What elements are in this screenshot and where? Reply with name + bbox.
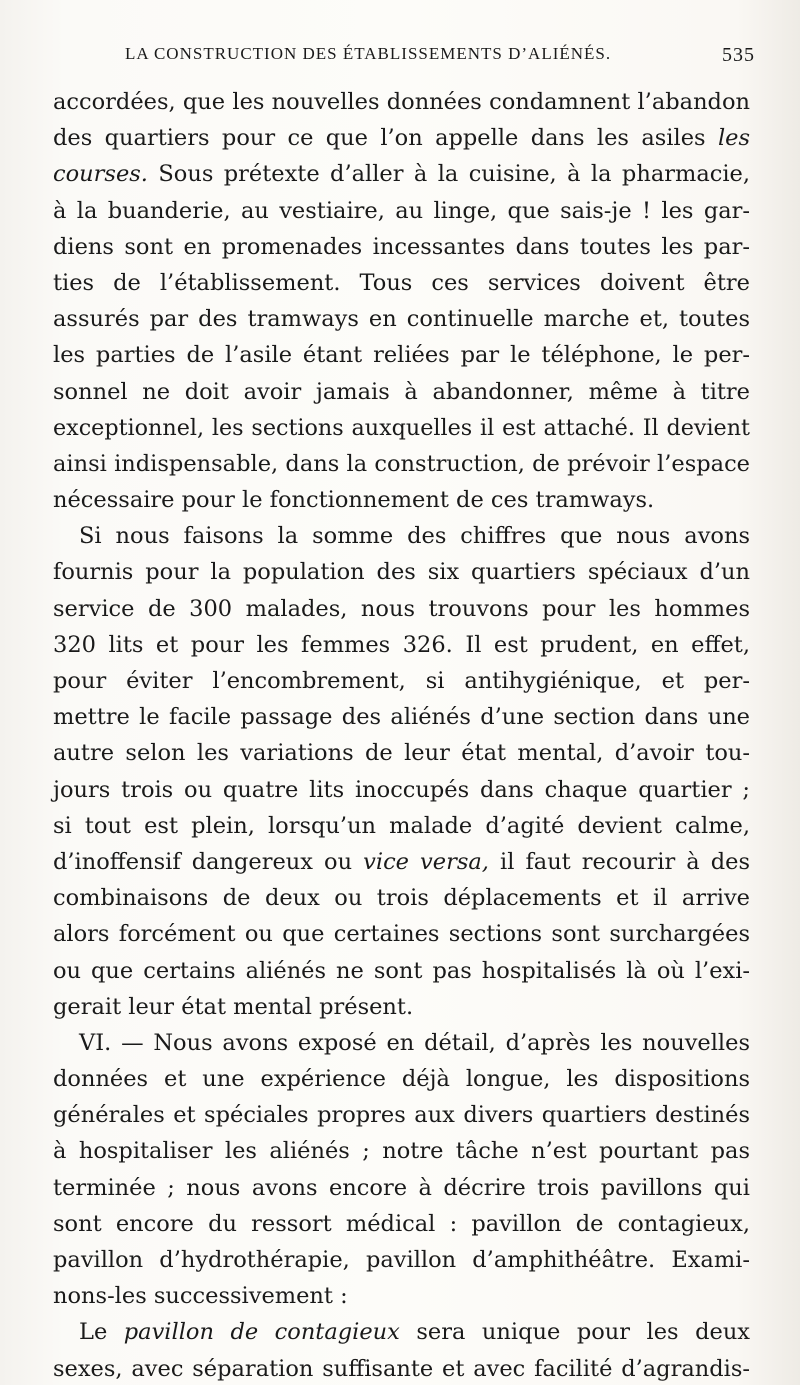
- text-line: autre selon les variations de leur état mental, d’avoir tou-: [53, 740, 750, 767]
- paragraph: [53, 1314, 750, 1386]
- text-line: ainsi indispensable, dans la construction, de prévoir l’espace: [53, 450, 750, 477]
- text-line: pour éviter l’encombrement, si antihygiénique, et per-: [53, 668, 750, 694]
- text-line: à hospitaliser les aliénés ; notre tâche n’est pourtant pas: [53, 1138, 750, 1165]
- body-text: [53, 84, 750, 1387]
- text-line: nons-les successivement :: [53, 1283, 348, 1310]
- text-line: des quartiers pour ce que l’on appelle dans les asiles les: [53, 125, 750, 152]
- text-line: Le pavillon de contagieux sera unique pour les deux: [79, 1319, 750, 1346]
- text-line: sont encore du ressort médical : pavillon de contagieux,: [53, 1210, 750, 1237]
- text-line: assurés par des tramways en continuelle marche et, toutes: [53, 306, 750, 333]
- italic-term: pavillon de contagieux: [123, 1319, 400, 1346]
- text-line: ou que certains aliénés ne sont pas hospitalisés là où l’exi-: [53, 957, 750, 984]
- text-line: 320 lits et pour les femmes 326. Il est prudent, en effet,: [53, 631, 750, 658]
- paragraph: [53, 518, 750, 1025]
- paragraph: [53, 1025, 750, 1315]
- text-line: terminée ; nous avons encore à décrire trois pavillons qui: [53, 1174, 750, 1201]
- running-header: [125, 44, 755, 74]
- text-line: si tout est plein, lorsqu’un malade d’agité devient calme,: [53, 812, 750, 839]
- text-line: générales et spéciales propres aux divers quartiers destinés: [53, 1102, 750, 1129]
- text-line: exceptionnel, les sections auxquelles il est attaché. Il devient: [53, 414, 750, 441]
- text-line: combinaisons de deux ou trois déplacements et il arrive: [53, 885, 750, 912]
- text-line: fournis pour la population des six quartiers spéciaux d’un: [53, 559, 750, 586]
- text-line: à la buanderie, au vestiaire, au linge, que sais-je ! les gar-: [53, 197, 750, 224]
- paragraph: [53, 84, 750, 518]
- italic-term: courses.: [53, 161, 148, 188]
- running-title: LA CONSTRUCTION DES ÉTABLISSEMENTS D’ALIÉNÉS.: [125, 44, 612, 63]
- text-line: pavillon d’hydrothérapie, pavillon d’amphithéâtre. Exami-: [53, 1247, 750, 1273]
- text-line: ties de l’établissement. Tous ces services doivent être: [53, 269, 750, 296]
- text-line: alors forcément ou que certaines sections sont surchargées: [53, 921, 750, 948]
- text-line: données et une expérience déjà longue, les dispositions: [53, 1066, 750, 1093]
- text-line: gerait leur état mental présent.: [53, 993, 414, 1020]
- text-line: courses. Sous prétexte d’aller à la cuisine, à la pharmacie,: [53, 161, 750, 188]
- text-line: service de 300 malades, nous trouvons pour les hommes: [53, 595, 750, 622]
- text-line: Si nous faisons la somme des chiffres que nous avons: [79, 523, 750, 550]
- text-line: sexes, avec séparation suffisante et avec facilité d’agrandis-: [53, 1355, 750, 1382]
- page-number: 535: [722, 44, 755, 66]
- text-line: accordées, que les nouvelles données condamnent l’abandon: [53, 89, 750, 115]
- text-line: diens sont en promenades incessantes dans toutes les par-: [53, 233, 750, 260]
- text-line: mettre le facile passage des aliénés d’une section dans une: [53, 704, 750, 731]
- italic-term: les: [717, 125, 750, 152]
- text-line: d’inoffensif dangereux ou vice versa, il faut recourir à des: [53, 848, 751, 875]
- text-line: sonnel ne doit avoir jamais à abandonner, même à titre: [53, 378, 750, 405]
- text-line: jours trois ou quatre lits inoccupés dans chaque quartier ;: [53, 776, 750, 803]
- text-line: les parties de l’asile étant reliées par le téléphone, le per-: [53, 342, 750, 369]
- text-line: VI. — Nous avons exposé en détail, d’après les nouvelles: [79, 1029, 750, 1056]
- italic-term: vice versa,: [363, 848, 489, 875]
- text-line: nécessaire pour le fonctionnement de ces tramways.: [53, 487, 655, 514]
